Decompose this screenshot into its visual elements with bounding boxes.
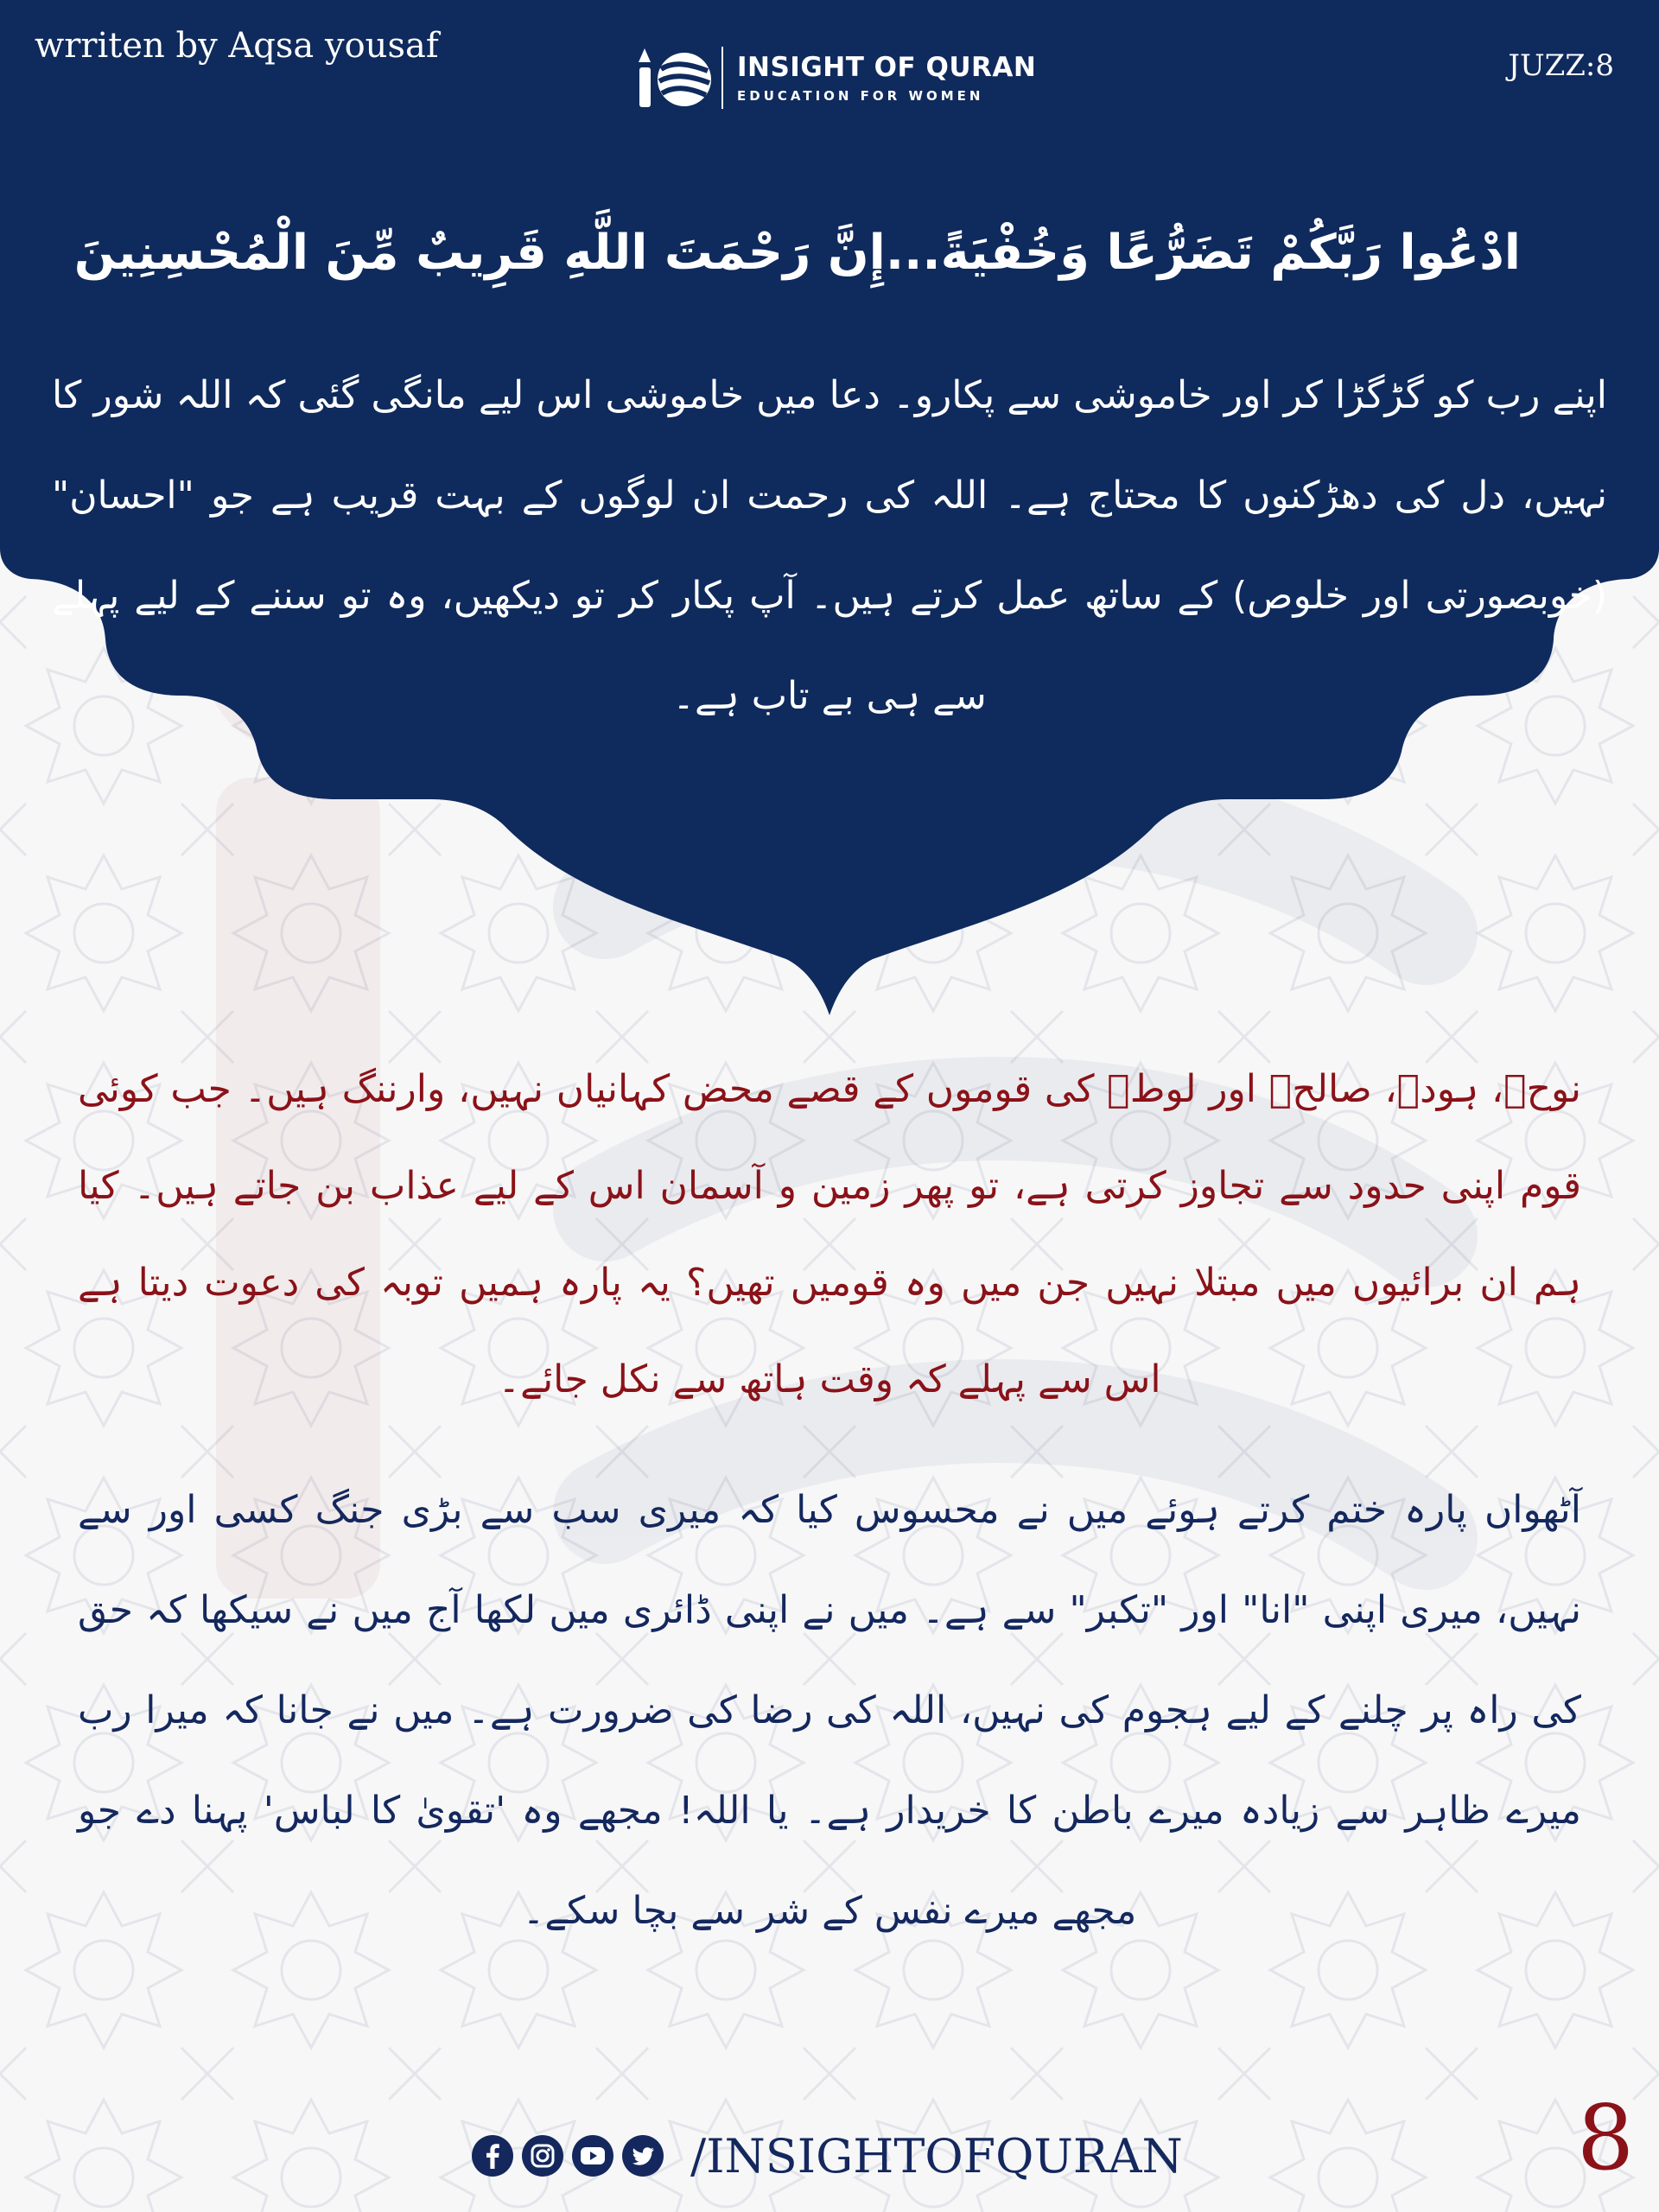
youtube-icon[interactable] [571,2134,614,2177]
page-number: 8 [1577,2085,1635,2190]
author-credit: wrriten by Aqsa yousaf [35,26,439,66]
instagram-icon[interactable] [521,2134,564,2177]
brand-logo [635,43,1036,112]
social-footer [471,2121,1183,2190]
logo-divider [721,47,723,109]
twitter-icon[interactable] [621,2134,664,2177]
quran-verse: ادْعُوا رَبَّكُمْ تَضَرُّعًا وَخُفْيَةً...إِنَّ رَحْمَتَ اللَّهِ قَرِيبٌ مِّنَ الْمُحْسِنِينَ [73,225,1521,281]
brand-title: INSIGHT OF QURAN [737,52,1037,83]
juzz-label: JUZZ:8 [1508,48,1614,83]
warning-paragraph: نوحؑ، ہودؑ، صالحؑ اور لوطؑ کی قوموں کے قصے محض کہانیاں نہیں، وارننگ ہیں۔ جب کوئی قوم اپنی حدود سے تجاوز کرتی ہے، تو پھر زمین و آسمان اس کے لیے عذاب بن جاتے ہیں۔ کیا ہم ان برائیوں میں مبتلا نہیں جن میں وہ قومیں تھیں؟ یہ پارہ ہمیں توبہ کی دعوت دیتا ہے اس سے پہلے کہ وقت ہاتھ سے نکل جائے۔ [78,1067,1581,1402]
reflection-paragraph: آٹھواں پارہ ختم کرتے ہوئے میں نے محسوس کیا کہ میری سب سے بڑی جنگ کسی اور سے نہیں، میری اپنی "انا" اور "تکبر" سے ہے۔ میں نے اپنی ڈائری میں لکھا آج میں نے سیکھا کہ حق کی راہ پر چلنے کے لیے ہجوم کی نہیں، اللہ کی رضا کی ضرورت ہے۔ میں نے جانا کہ میرا رب میرے ظاہر سے زیادہ میرے باطن کا خریدار ہے۔ یا اللہ! مجھے وہ 'تقویٰ کا لباس' پہنا دے جو مجھے میرے نفس کے شر سے بچا سکے۔ [78,1488,1581,1933]
facebook-icon[interactable] [471,2134,514,2177]
verse-translation: اپنے رب کو گڑگڑا کر اور خاموشی سے پکارو۔ دعا میں خاموشی اس لیے مانگی گئی کہ اللہ شور کا نہیں، دل کی دھڑکنوں کا محتاج ہے۔ اللہ کی رحمت ان لوگوں کے بہت قریب ہے جو "احسان" (خوبصورتی اور خلوص) کے ساتھ عمل کرتے ہیں۔ آپ پکار کر تو دیکھیں، وہ تو سننے کے لیے پہلے سے ہی بے تاب ہے۔ [52,373,1607,718]
social-handle[interactable]: /INSIGHTOFQURAN [690,2128,1183,2183]
brand-subtitle: EDUCATION FOR WOMEN [737,88,984,104]
insight-of-quran-logo-icon [635,43,713,112]
